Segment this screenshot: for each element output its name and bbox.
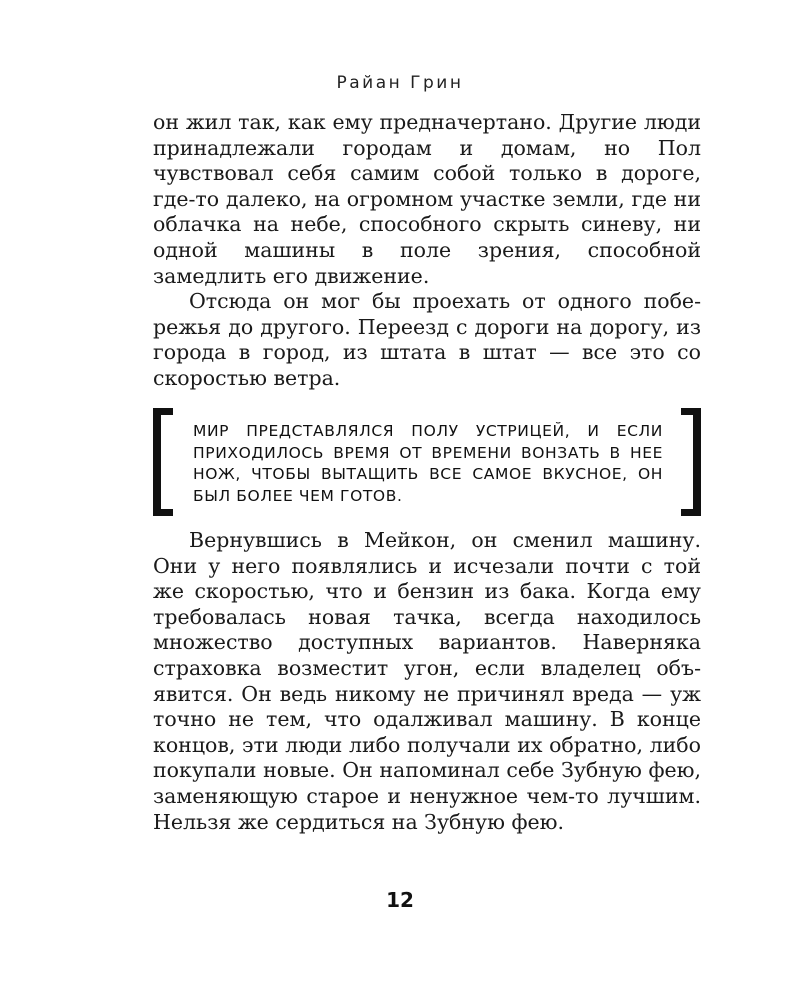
left-bracket-icon	[153, 408, 173, 516]
running-head-author: Райан Грин	[336, 73, 464, 93]
pull-quote-text: МИР ПРЕДСТАВЛЯЛСЯ ПОЛУ УСТРИЦЕЙ, И ЕСЛИ ПРИХОДИЛОСЬ ВРЕМЯ ОТ ВРЕМЕНИ ВОНЗАТЬ В НЕЕ НОЖ, ЧТОБЫ ВЫТАЩИТЬ ВСЕ САМОЕ ВКУСНОЕ, ОН БЫЛ БОЛЕЕ ЧЕМ ГОТОВ.	[193, 422, 663, 505]
text-block-bottom	[153, 528, 701, 835]
paragraph: он жил так, как ему предначертано. Другие люди принадлежали городам и домам, но Пол чувствовал себя самим собой только в дороге, где-то далеко, на огромном участке земли, где ни облачка на небе, способного скрыть синеву, ни одной машины в поле зрения, способной замедлить его движение.	[153, 110, 701, 288]
pull-quote	[153, 408, 701, 516]
paragraph: Вернувшись в Мейкон, он сменил машину. Они у него появлялись и исчезали почти с той же скоростью, что и бензин из бака. Когда ему требовалась новая тачка, всегда находилось множество доступных вариантов. Наверняка страховка возместит угон, если владелец объявится. Он ведь никому не причинял вреда — уж точно не тем, что одалживал машину. В конце концов, эти люди либо получали их обратно, либо покупали новые. Он напоминал себе Зубную фею, заменяющую старое и ненужное чем-то лучшим. Нельзя же сердиться на Зубную фею.	[153, 528, 701, 834]
paragraph: Отсюда он мог бы проехать от одного побережья до другого. Переезд с дороги на дорогу, из города в город, из штата в штат — все это со скоростью ветра.	[153, 289, 701, 390]
page-number: 12	[386, 888, 414, 912]
text-block-top	[153, 110, 701, 392]
right-bracket-icon	[681, 408, 701, 516]
